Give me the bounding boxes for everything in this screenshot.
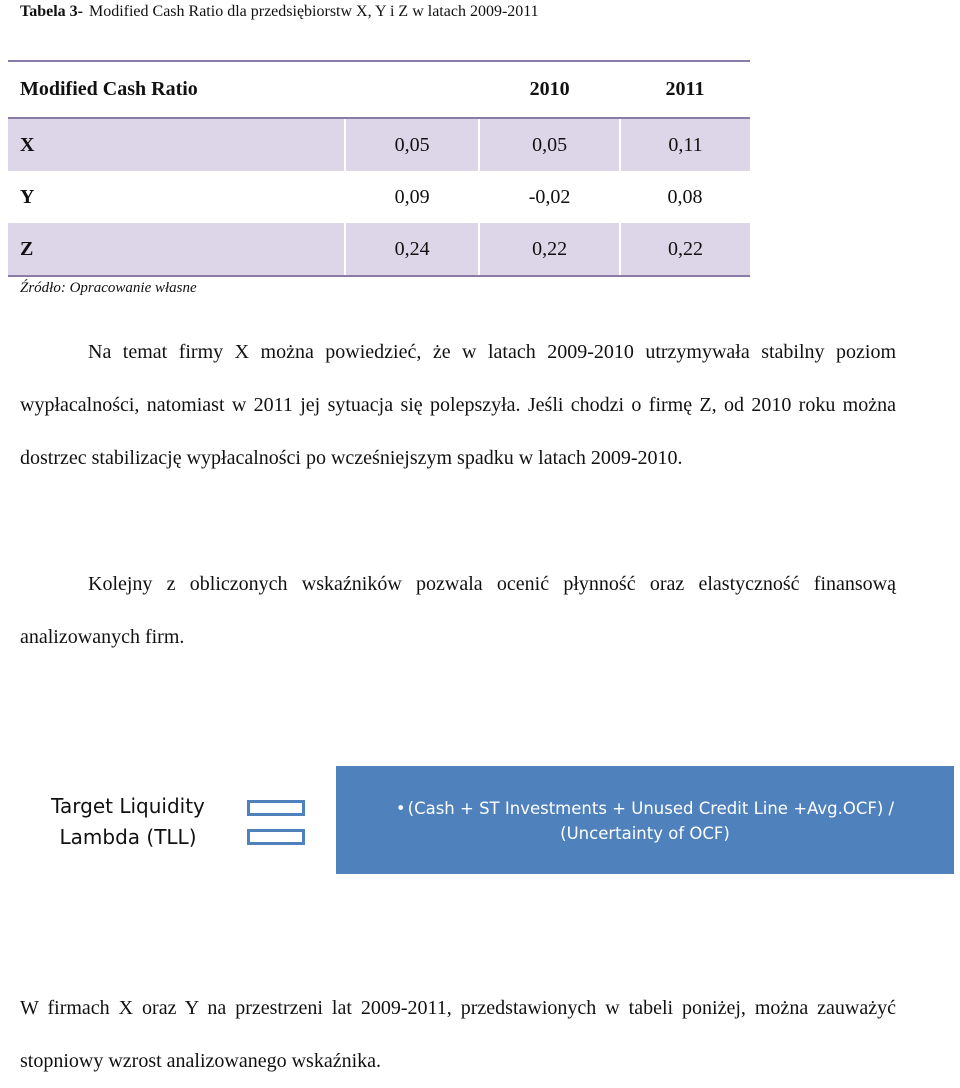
table-cell: 0,11 (620, 118, 750, 171)
body-paragraph: Kolejny z obliczonych wskaźników pozwala ocenić płynność oraz elastyczność finansową analizowanych firm. (20, 573, 896, 648)
table-cell: 0,05 (479, 118, 620, 171)
table-cell: 0,08 (667, 185, 703, 208)
table-header-cell: Modified Cash Ratio (8, 61, 345, 118)
bullet-icon: • (395, 799, 406, 818)
table-cell: 0,24 (345, 223, 479, 276)
table-header-cell: 2011 (620, 61, 750, 118)
table-caption-label: Tabela 3- (20, 3, 83, 20)
modified-cash-ratio-table (8, 60, 750, 277)
table-header-row (8, 61, 750, 118)
tll-label-line: Target Liquidity (51, 794, 205, 818)
table-cell-company: Z (8, 223, 345, 276)
table-caption-text: Modified Cash Ratio dla przedsiębiorstw X, Y i Z w latach 2009-2011 (88, 3, 539, 20)
table-cell: 0,09 (394, 185, 430, 208)
table-row (8, 118, 750, 171)
table-row (8, 223, 750, 276)
table-row (8, 171, 750, 223)
body-paragraph: Na temat firmy X można powiedzieć, że w latach 2009-2010 utrzymywała stabilny poziom wypłacalności, natomiast w 2011 jej sytuacja się polepszyła. Jeśli chodzi o firmę Z, od 2010 roku można dostrzec stabilizację wypłacalności po wcześniejszym spadku w latach 2009-2010. (20, 341, 896, 469)
table-cell-company: Y (20, 185, 35, 208)
table-cell: 0,05 (345, 118, 479, 171)
equals-bar-top (247, 800, 305, 816)
table-cell: 0,22 (620, 223, 750, 276)
table-header-cell: 2010 (479, 61, 620, 118)
tll-formula-box (336, 766, 954, 874)
formula-text: (Cash + ST Investments + Unused Credit Line +Avg.OCF) / (407, 799, 895, 818)
table-header-cell (345, 61, 479, 118)
tll-label (30, 791, 226, 853)
table-source-note: Źródło: Opracowanie własne (20, 280, 197, 296)
formula-line: (Uncertainty of OCF) (560, 824, 730, 843)
table-cell: 0,22 (479, 223, 620, 276)
equals-bar-bottom (247, 829, 305, 845)
body-paragraph: W firmach X oraz Y na przestrzeni lat 2009-2011, przedstawionych w tabeli poniżej, można zauważyć stopniowy wzrost analizowanego wskaźnika. (20, 997, 896, 1072)
table-cell: -0,02 (528, 185, 571, 208)
formula-line (346, 796, 944, 821)
tll-label-line: Lambda (TLL) (59, 825, 197, 849)
table-cell-company: X (8, 118, 345, 171)
table-caption (20, 3, 539, 21)
